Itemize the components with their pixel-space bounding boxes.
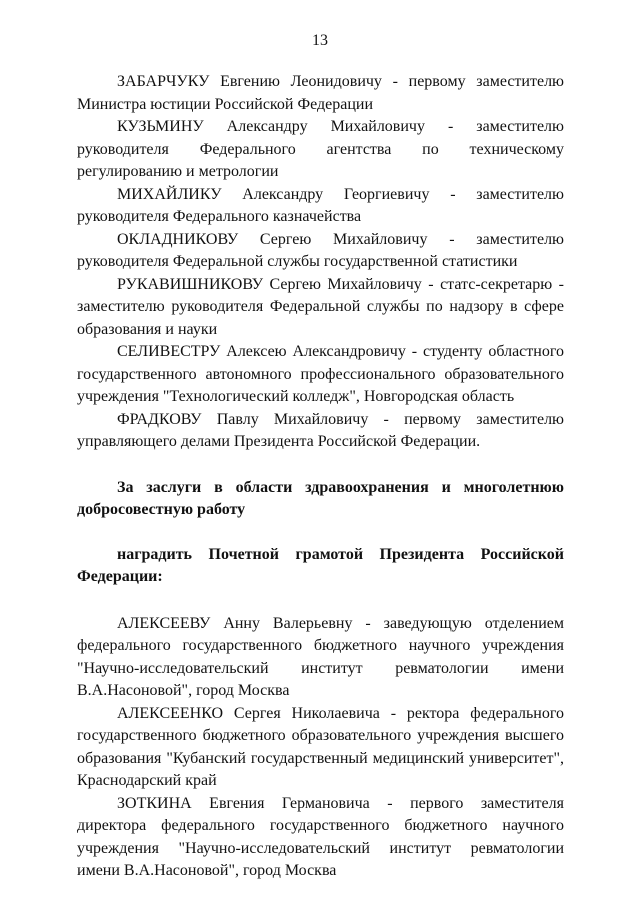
award-entry: ЗАБАРЧУКУ Евгению Леонидовичу - первому заместителю Министра юстиции Российской Федерации — [77, 73, 564, 113]
award-entry: СЕЛИВЕСТРУ Алексею Александровичу - студенту областного государственного автономного профессионального образовательного учреждения "Технологический колледж", Новгородская область — [77, 343, 564, 405]
award-entry: РУКАВИШНИКОВУ Сергею Михайловичу - статс-секретарю - заместителю руководителя Федеральной службы по надзору в сфере образования и науки — [77, 275, 564, 338]
page-number: 13 — [312, 32, 328, 49]
award-entry: АЛЕКСЕЕВУ Анну Валерьевну - заведующую отделением федерального государственного бюджетного научного учреждения "Научно-исследовательский институт ревматологии имени В.А.Насоновой", город Москва — [77, 614, 564, 699]
award-entry: МИХАЙЛИКУ Александру Георгиевичу - заместителю руководителя Федерального казначейства — [77, 185, 564, 225]
document-body — [77, 71, 564, 883]
award-entry: ЗОТКИНА Евгения Германовича - первого заместителя директора федерального государственного бюджетного научного учреждения "Научно-исследовательский институт ревматологии имени В.А.Насоновой", город Москва — [77, 794, 564, 879]
award-entry: КУЗЬМИНУ Александру Михайловичу - заместителю руководителя Федерального агентства по техническому регулированию и метрологии — [77, 118, 564, 180]
award-line: наградить Почетной грамотой Президента Российской Федерации: — [77, 545, 564, 585]
award-entry: ОКЛАДНИКОВУ Сергею Михайловичу - заместителю руководителя Федеральной службы государственной статистики — [77, 230, 564, 270]
award-entry: АЛЕКСЕЕНКО Сергея Николаевича - ректора федерального государственного бюджетного образовательного учреждения высшего образования "Кубанский государственный медицинский университет", Краснодарский край — [77, 704, 564, 789]
merit-heading: За заслуги в области здравоохранения и многолетнюю добросовестную работу — [77, 478, 564, 518]
award-entry: ФРАДКОВУ Павлу Михайловичу - первому заместителю управляющего делами Президента Российской Федерации. — [77, 410, 564, 450]
